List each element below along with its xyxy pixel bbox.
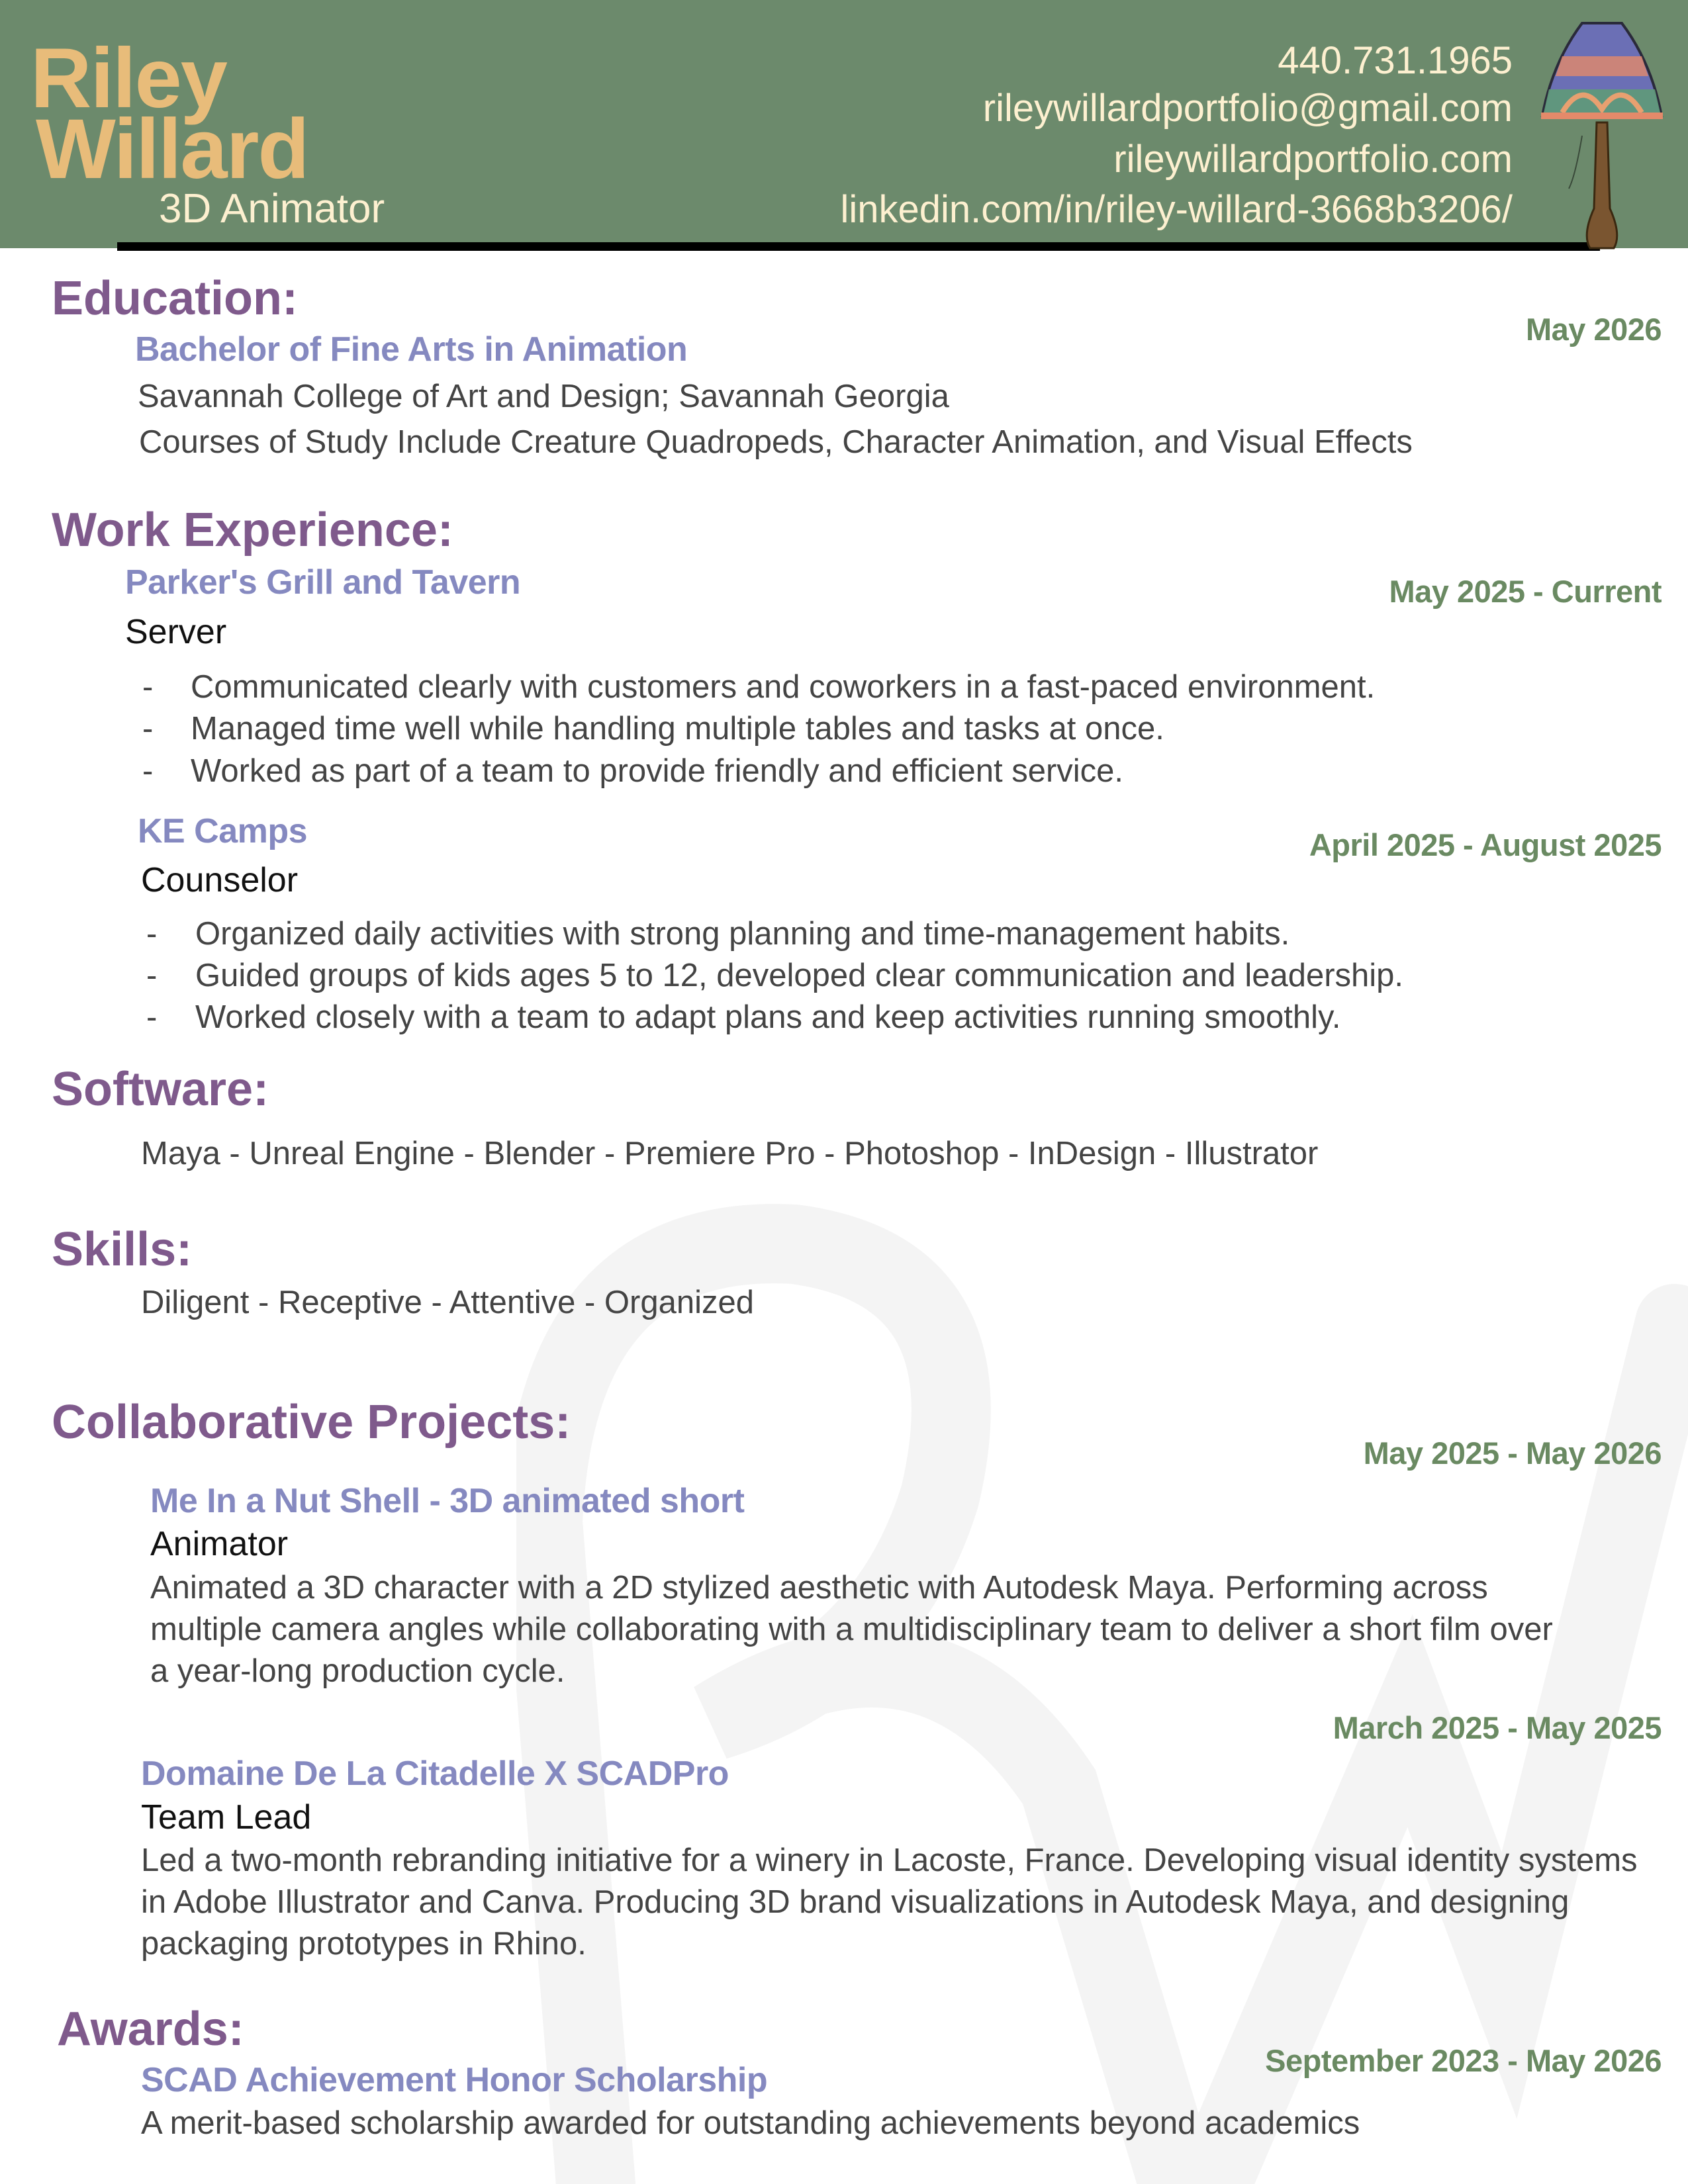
school-name: Savannah College of Art and Design; Savannah Georgia: [138, 379, 949, 414]
job-title: Counselor: [141, 861, 299, 899]
employer-name: KE Camps: [138, 812, 308, 850]
job-bullet: Guided groups of kids ages 5 to 12, developed clear communication and leadership.: [195, 958, 1404, 993]
last-name: Willard: [36, 102, 308, 197]
awards-heading: Awards:: [57, 2003, 244, 2056]
project-role: Animator: [150, 1525, 289, 1563]
website-link[interactable]: rileywillardportfolio.com: [1113, 138, 1513, 181]
job-title: Server: [125, 613, 227, 651]
header-divider: [117, 242, 1600, 251]
project-role: Team Lead: [141, 1798, 312, 1837]
education-date: May 2026: [1525, 312, 1662, 347]
project-date: May 2025 - May 2026: [1363, 1435, 1662, 1471]
projects-heading: Collaborative Projects:: [52, 1396, 571, 1449]
job-bullet: Worked closely with a team to adapt plans and keep activities running smoothly.: [195, 999, 1341, 1035]
job-bullet: Managed time well while handling multiple tables and tasks at once.: [191, 711, 1164, 747]
project-date: March 2025 - May 2025: [1333, 1710, 1662, 1745]
award-description: A merit-based scholarship awarded for outstanding achievements beyond academics: [141, 2105, 1360, 2141]
tiffany-lamp-icon: [1536, 17, 1668, 261]
project-description: Led a two-month rebranding initiative for a winery in Lacoste, France. Developing visual identity systems in Adobe Illustrator and Canva. Producing 3D brand visualizations in Autodesk Maya, and designing packaging prototypes in Rhino.: [141, 1843, 1638, 1962]
skills-heading: Skills:: [52, 1223, 193, 1276]
skills-list: Diligent - Receptive - Attentive - Organized: [141, 1285, 754, 1320]
phone: 440.731.1965: [1278, 39, 1513, 82]
software-heading: Software:: [52, 1063, 269, 1116]
degree-title: Bachelor of Fine Arts in Animation: [135, 330, 688, 369]
bullet-dash: -: [146, 958, 158, 993]
courses-of-study: Courses of Study Include Creature Quadropeds, Character Animation, and Visual Effects: [139, 424, 1413, 460]
project-name: Domaine De La Citadelle X SCADPro: [141, 1754, 729, 1793]
education-heading: Education:: [52, 272, 298, 325]
job-date: May 2025 - Current: [1389, 574, 1662, 609]
job-role: 3D Animator: [159, 186, 385, 232]
job-date: April 2025 - August 2025: [1309, 827, 1662, 862]
award-date: September 2023 - May 2026: [1265, 2043, 1662, 2078]
job-bullet: Communicated clearly with customers and coworkers in a fast-paced environment.: [191, 669, 1376, 705]
bullet-dash: -: [146, 999, 158, 1035]
award-name: SCAD Achievement Honor Scholarship: [141, 2061, 768, 2099]
bullet-dash: -: [142, 753, 154, 789]
job-bullet: Organized daily activities with strong planning and time-management habits.: [195, 916, 1290, 952]
employer-name: Parker's Grill and Tavern: [125, 563, 521, 602]
job-bullet: Worked as part of a team to provide friendly and efficient service.: [191, 753, 1124, 789]
bullet-dash: -: [142, 711, 154, 747]
bullet-dash: -: [142, 669, 154, 705]
software-list: Maya - Unreal Engine - Blender - Premiere Pro - Photoshop - InDesign - Illustrator: [141, 1136, 1319, 1171]
linkedin-link[interactable]: linkedin.com/in/riley-willard-3668b3206/: [840, 188, 1513, 231]
project-name: Me In a Nut Shell - 3D animated short: [150, 1482, 745, 1520]
work-experience-heading: Work Experience:: [52, 504, 453, 557]
first-name: Riley: [30, 31, 226, 126]
bullet-dash: -: [146, 916, 158, 952]
project-description: Animated a 3D character with a 2D stylized aesthetic with Autodesk Maya. Performing across multiple camera angles while collaborating with a multidisciplinary team to deliver a short film over a year-long production cycle.: [150, 1570, 1553, 1689]
email-link[interactable]: rileywillardportfolio@gmail.com: [982, 87, 1513, 130]
